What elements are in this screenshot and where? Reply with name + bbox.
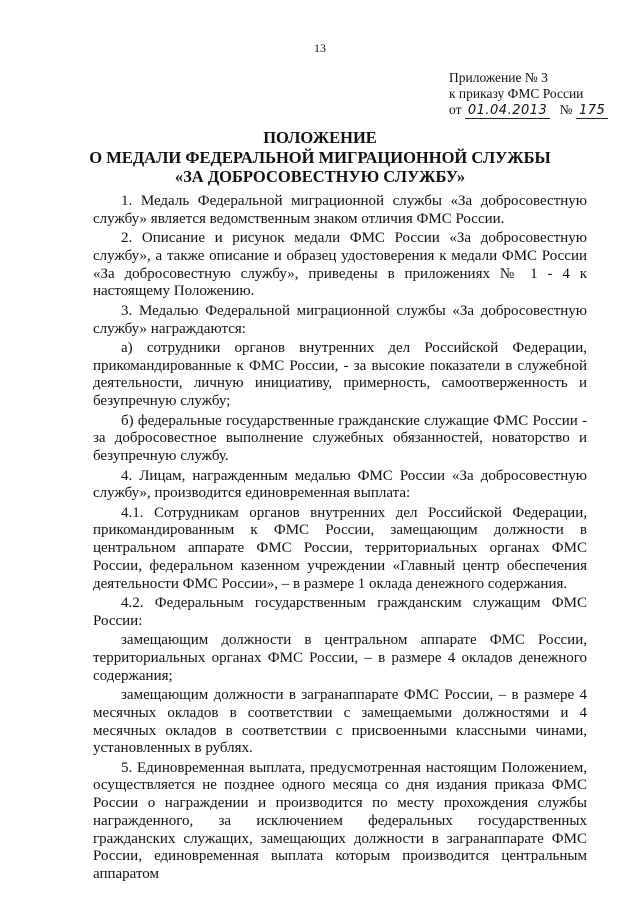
paragraph-4-2-a: замещающим должности в центральном аппарате ФМС России, территориальных органах ФМС России, – в размере 4 окладов денежного содержания;: [93, 632, 587, 684]
page-number: 13: [314, 41, 326, 55]
paragraph-4-2: 4.2. Федеральным государственным гражданским служащим ФМС России:: [93, 595, 587, 629]
paragraph-5: 5. Единовременная выплата, предусмотренная настоящим Положением, осуществляется не позднее одного месяца со дня издания приказа ФМС России о награждении и производится по месту прохождения службы награжденного, за исключением федеральных государственных гражданских служащих, замещающих должности в загранаппарате ФМС России, единовременная выплата которым производится центральным аппаратом: [93, 759, 587, 882]
number-prefix: №: [559, 102, 573, 117]
appendix-line-1: Приложение № 3: [449, 70, 548, 85]
paragraph-3a: а) сотрудники органов внутренних дел Российской Федерации, прикомандированные к ФМС России, - за высокие показатели в служебной деятельности, личную инициативу, примерность, самоотверженность и безупречную службу;: [93, 340, 587, 410]
title-line-2: О МЕДАЛИ ФЕДЕРАЛЬНОЙ МИГРАЦИОННОЙ СЛУЖБЫ: [89, 147, 551, 167]
handwritten-number: 175: [576, 103, 608, 119]
paragraph-4: 4. Лицам, награжденным медалью ФМС России «За добросовестную службу», производится единовременная выплата:: [93, 467, 587, 502]
document-title: [0, 128, 640, 187]
paragraph-3b: б) федеральные государственные гражданские служащие ФМС России - за добросовестное выполнение служебных обязанностей, новаторство и безупречную службу.: [93, 412, 587, 465]
paragraph-2: 2. Описание и рисунок медали ФМС России «За добросовестную службу», а также описание и образец удостоверения к медали ФМС России «За добросовестную службу», приведены в приложениях № 1 - 4 к настоящему Положению.: [93, 230, 587, 300]
paragraph-4-1: 4.1. Сотрудникам органов внутренних дел Российской Федерации, прикомандированным к ФМС России, замещающим должности в центральном аппарате ФМС России, территориальных органах ФМС России, федеральном казенном учреждении «Главный центр обеспечения деятельности ФМС России», – в размере 1 оклада денежного содержания.: [93, 504, 587, 592]
paragraph-4-2-b: замещающим должности в загранаппарате ФМС России, – в размере 4 месячных окладов в соответствии с замещаемыми должностями и 4 месячных окладов в соответствии с присвоенными классными чинами, установленных в рублях.: [93, 687, 587, 757]
handwritten-date: 01.04.2013: [465, 103, 550, 119]
appendix-date-line: [449, 102, 608, 119]
document-body: [93, 193, 587, 885]
appendix-line-2: к приказу ФМС России: [449, 86, 584, 101]
appendix-header: [449, 70, 608, 119]
paragraph-1: 1. Медаль Федеральной миграционной службы «За добросовестную службу» является ведомственным знаком отличия ФМС России.: [93, 193, 587, 227]
title-line-1: ПОЛОЖЕНИЕ: [263, 128, 377, 147]
date-prefix: от: [449, 102, 462, 117]
title-line-3: «ЗА ДОБРОСОВЕСТНУЮ СЛУЖБУ»: [174, 167, 466, 186]
paragraph-3: 3. Медалью Федеральной миграционной службы «За добросовестную службу» награждаются:: [93, 302, 587, 337]
